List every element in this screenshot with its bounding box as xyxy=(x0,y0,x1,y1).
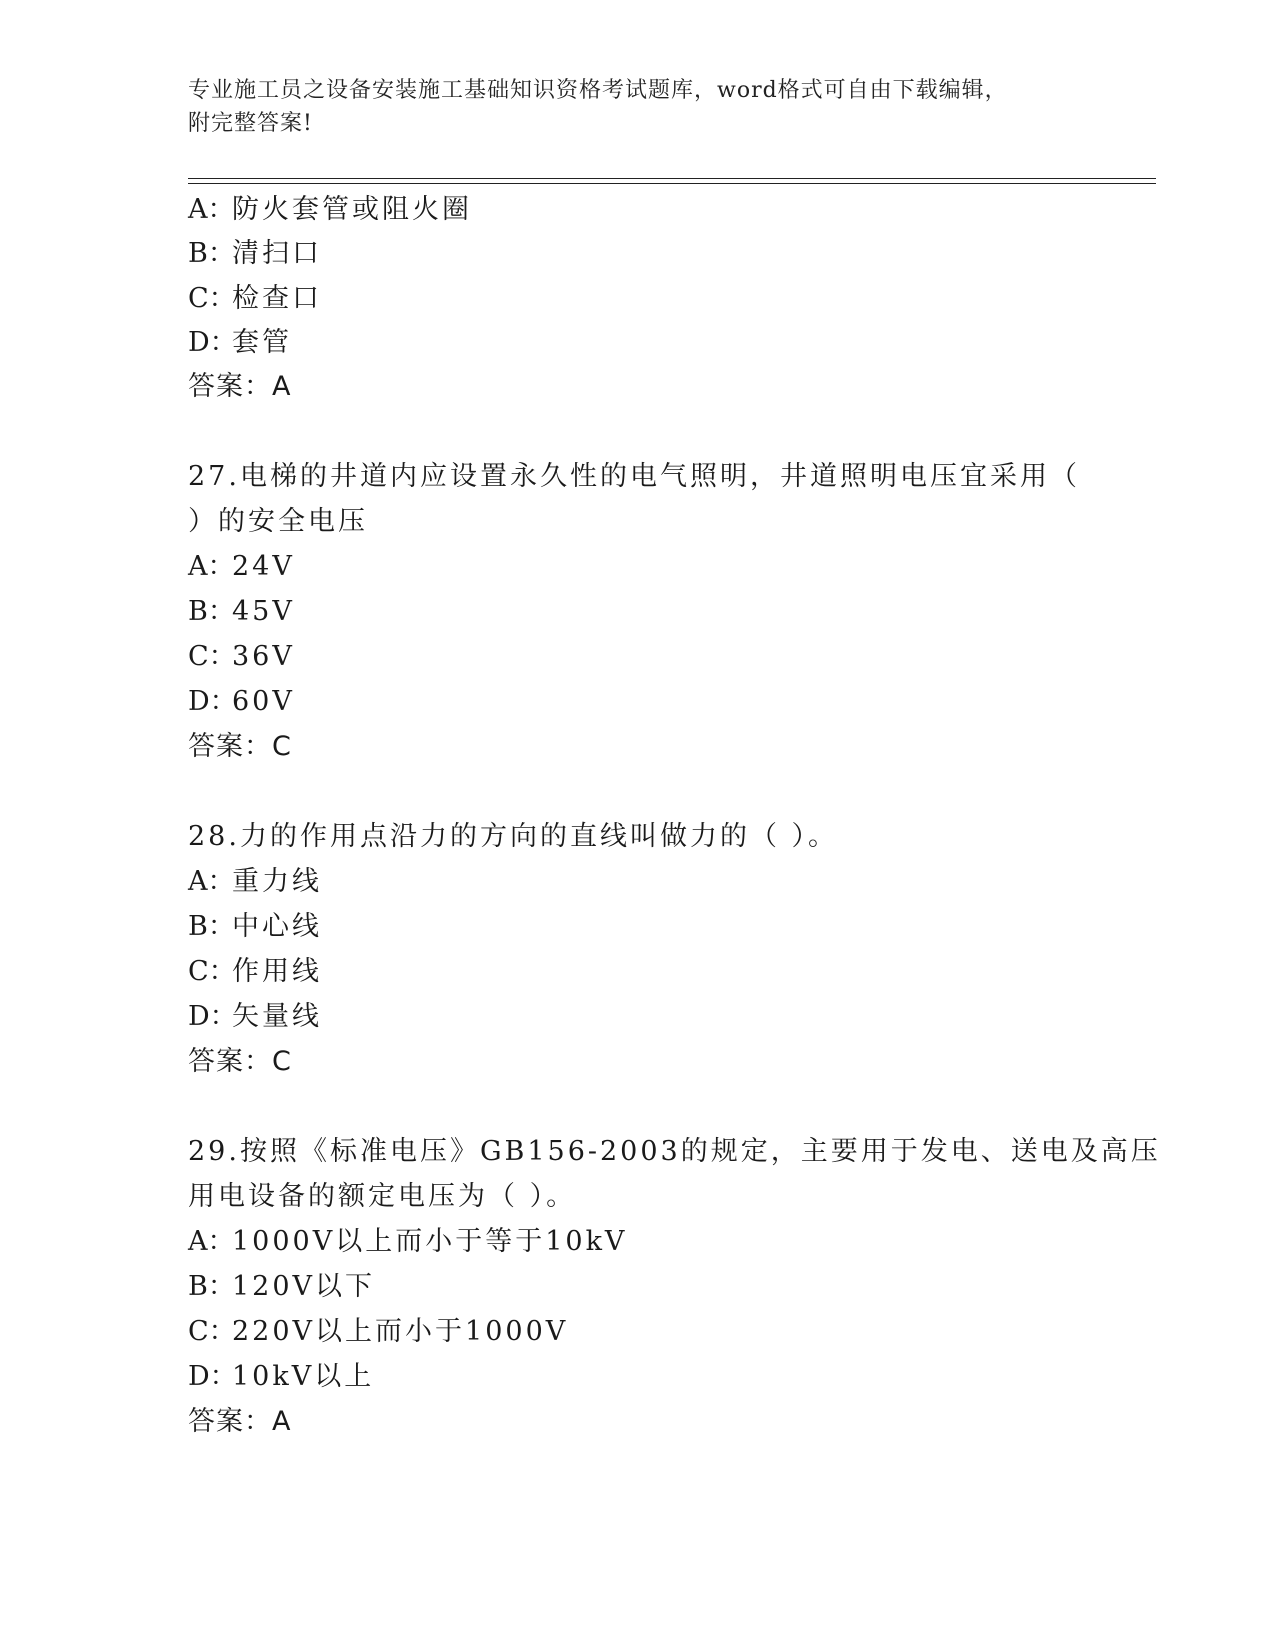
option-a xyxy=(188,865,322,899)
option-a xyxy=(188,1225,627,1259)
question-stem-line-1: 29.按照《标准电压》GB156-2003的规定，主要用于发电、送电及高压 xyxy=(188,1136,1161,1167)
option-d xyxy=(188,326,292,360)
option-c xyxy=(188,955,322,989)
option-label: C： xyxy=(188,641,236,672)
answer-line: 答案：C xyxy=(188,731,292,762)
option-c xyxy=(188,640,295,674)
option-text: 120V以下 xyxy=(232,1271,376,1302)
option-b xyxy=(188,910,322,944)
answer-line: 答案：C xyxy=(188,1046,292,1077)
option-text: 220V以上而小于1000V xyxy=(232,1316,569,1347)
option-label: D： xyxy=(188,1361,237,1392)
option-label: B： xyxy=(188,911,235,942)
document-header xyxy=(188,74,1088,140)
option-text: 检查口 xyxy=(232,283,322,314)
option-b xyxy=(188,595,295,629)
option-b xyxy=(188,237,322,271)
option-text: 45V xyxy=(232,596,295,627)
option-label: D： xyxy=(188,1001,237,1032)
option-label: A： xyxy=(188,551,235,582)
option-d xyxy=(188,685,295,719)
answer-line: 答案：A xyxy=(188,1406,292,1437)
option-text: 清扫口 xyxy=(232,238,322,269)
option-text: 套管 xyxy=(232,327,292,358)
option-label: A： xyxy=(188,194,235,225)
option-label: A： xyxy=(188,866,235,897)
option-text: 中心线 xyxy=(232,911,322,942)
question-stem-line-1: 27.电梯的井道内应设置永久性的电气照明，井道照明电压宜采用（ xyxy=(188,461,1080,492)
option-label: B： xyxy=(188,596,235,627)
option-a xyxy=(188,193,472,227)
option-label: D： xyxy=(188,327,237,358)
option-text: 作用线 xyxy=(232,956,322,987)
option-b xyxy=(188,1270,375,1304)
option-d xyxy=(188,1000,322,1034)
option-label: B： xyxy=(188,1271,235,1302)
header-line-1: 专业施工员之设备安装施工基础知识资格考试题库，word格式可自由下载编辑， xyxy=(188,78,1008,103)
option-text: 1000V以上而小于等于10kV xyxy=(232,1226,628,1257)
option-label: D： xyxy=(188,686,237,717)
header-divider-top xyxy=(188,178,1156,179)
question-stem-line-1: 28.力的作用点沿力的方向的直线叫做力的（ ）。 xyxy=(188,821,839,852)
header-line-2: 附完整答案! xyxy=(188,111,313,136)
option-text: 重力线 xyxy=(232,866,322,897)
option-label: B： xyxy=(188,238,235,269)
option-text: 矢量线 xyxy=(232,1001,322,1032)
question-stem-line-2: ）的安全电压 xyxy=(188,506,368,537)
option-text: 10kV以上 xyxy=(232,1361,375,1392)
option-a xyxy=(188,550,295,584)
option-label: C： xyxy=(188,956,236,987)
option-c xyxy=(188,1315,568,1349)
option-label: A： xyxy=(188,1226,235,1257)
option-c xyxy=(188,282,322,316)
question-stem-line-2: 用电设备的额定电压为（ ）。 xyxy=(188,1181,577,1212)
option-text: 60V xyxy=(232,686,295,717)
option-label: C： xyxy=(188,1316,236,1347)
option-text: 24V xyxy=(232,551,295,582)
option-text: 36V xyxy=(232,641,295,672)
answer-line: 答案：A xyxy=(188,371,292,402)
option-text: 防火套管或阻火圈 xyxy=(232,194,472,225)
option-label: C： xyxy=(188,283,236,314)
header-divider-bottom xyxy=(188,183,1156,184)
option-d xyxy=(188,1360,374,1394)
